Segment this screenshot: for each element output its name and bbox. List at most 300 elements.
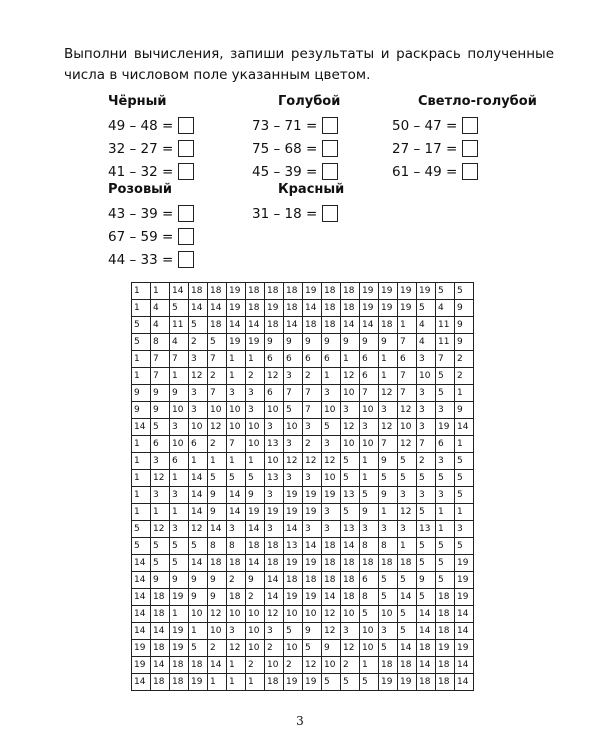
grid-cell[interactable]: 1 <box>227 351 246 368</box>
grid-cell[interactable]: 14 <box>189 555 208 572</box>
grid-cell[interactable]: 3 <box>398 487 417 504</box>
grid-cell[interactable]: 14 <box>455 674 474 691</box>
grid-cell[interactable]: 10 <box>341 606 360 623</box>
answer-box[interactable] <box>178 228 194 245</box>
grid-cell[interactable]: 19 <box>284 674 303 691</box>
grid-cell[interactable]: 18 <box>341 555 360 572</box>
grid-cell[interactable]: 3 <box>189 351 208 368</box>
grid-cell[interactable]: 5 <box>398 453 417 470</box>
grid-cell[interactable]: 6 <box>265 351 284 368</box>
grid-cell[interactable]: 3 <box>303 470 322 487</box>
grid-cell[interactable]: 2 <box>189 334 208 351</box>
grid-cell[interactable]: 10 <box>341 385 360 402</box>
grid-cell[interactable]: 5 <box>417 555 436 572</box>
grid-cell[interactable]: 10 <box>246 606 265 623</box>
grid-cell[interactable]: 18 <box>265 538 284 555</box>
grid-cell[interactable]: 4 <box>170 334 189 351</box>
grid-cell[interactable]: 8 <box>360 589 379 606</box>
grid-cell[interactable]: 19 <box>227 334 246 351</box>
grid-cell[interactable]: 5 <box>398 572 417 589</box>
grid-cell[interactable]: 9 <box>379 334 398 351</box>
grid-cell[interactable]: 19 <box>303 283 322 300</box>
grid-cell[interactable]: 18 <box>322 572 341 589</box>
grid-cell[interactable]: 9 <box>379 453 398 470</box>
grid-cell[interactable]: 19 <box>379 674 398 691</box>
grid-cell[interactable]: 19 <box>398 674 417 691</box>
grid-cell[interactable]: 7 <box>436 351 455 368</box>
grid-cell[interactable]: 19 <box>417 283 436 300</box>
grid-cell[interactable]: 2 <box>455 368 474 385</box>
grid-cell[interactable]: 5 <box>455 453 474 470</box>
grid-cell[interactable]: 7 <box>398 385 417 402</box>
grid-cell[interactable]: 10 <box>265 453 284 470</box>
grid-cell[interactable]: 18 <box>189 283 208 300</box>
grid-cell[interactable]: 14 <box>151 657 170 674</box>
grid-cell[interactable]: 5 <box>189 640 208 657</box>
grid-cell[interactable]: 19 <box>284 504 303 521</box>
grid-cell[interactable]: 1 <box>170 504 189 521</box>
grid-cell[interactable]: 14 <box>341 538 360 555</box>
grid-cell[interactable]: 9 <box>151 402 170 419</box>
grid-cell[interactable]: 9 <box>208 572 227 589</box>
grid-cell[interactable]: 19 <box>360 300 379 317</box>
grid-cell[interactable]: 9 <box>132 385 151 402</box>
grid-cell[interactable]: 9 <box>151 572 170 589</box>
grid-cell[interactable]: 18 <box>322 300 341 317</box>
grid-cell[interactable]: 1 <box>132 351 151 368</box>
grid-cell[interactable]: 5 <box>398 470 417 487</box>
grid-cell[interactable]: 10 <box>417 368 436 385</box>
grid-cell[interactable]: 14 <box>322 589 341 606</box>
grid-cell[interactable]: 1 <box>132 470 151 487</box>
grid-cell[interactable]: 5 <box>303 640 322 657</box>
grid-cell[interactable]: 13 <box>417 521 436 538</box>
grid-cell[interactable]: 18 <box>208 283 227 300</box>
grid-cell[interactable]: 12 <box>265 606 284 623</box>
grid-cell[interactable]: 12 <box>322 453 341 470</box>
answer-box[interactable] <box>178 205 194 222</box>
grid-cell[interactable]: 9 <box>189 589 208 606</box>
grid-cell[interactable]: 1 <box>246 453 265 470</box>
grid-cell[interactable]: 14 <box>132 623 151 640</box>
grid-cell[interactable]: 10 <box>360 640 379 657</box>
grid-cell[interactable]: 19 <box>455 589 474 606</box>
grid-cell[interactable]: 10 <box>208 623 227 640</box>
grid-cell[interactable]: 6 <box>189 436 208 453</box>
answer-box[interactable] <box>462 117 478 134</box>
grid-cell[interactable]: 3 <box>189 385 208 402</box>
grid-cell[interactable]: 18 <box>322 538 341 555</box>
grid-cell[interactable]: 5 <box>379 572 398 589</box>
grid-cell[interactable]: 14 <box>151 623 170 640</box>
grid-cell[interactable]: 12 <box>379 385 398 402</box>
grid-cell[interactable]: 4 <box>436 300 455 317</box>
grid-cell[interactable]: 19 <box>379 283 398 300</box>
grid-cell[interactable]: 14 <box>417 623 436 640</box>
grid-cell[interactable]: 14 <box>265 589 284 606</box>
grid-cell[interactable]: 10 <box>246 640 265 657</box>
grid-cell[interactable]: 7 <box>170 351 189 368</box>
grid-cell[interactable]: 1 <box>322 368 341 385</box>
grid-cell[interactable]: 1 <box>208 674 227 691</box>
answer-box[interactable] <box>178 251 194 268</box>
grid-cell[interactable]: 10 <box>246 623 265 640</box>
grid-cell[interactable]: 1 <box>132 283 151 300</box>
grid-cell[interactable]: 8 <box>360 538 379 555</box>
grid-cell[interactable]: 1 <box>151 504 170 521</box>
grid-cell[interactable]: 12 <box>341 368 360 385</box>
answer-box[interactable] <box>178 117 194 134</box>
grid-cell[interactable]: 10 <box>265 402 284 419</box>
grid-cell[interactable]: 9 <box>417 572 436 589</box>
grid-cell[interactable]: 5 <box>151 419 170 436</box>
grid-cell[interactable]: 3 <box>417 487 436 504</box>
grid-cell[interactable]: 4 <box>417 334 436 351</box>
grid-cell[interactable]: 19 <box>322 487 341 504</box>
grid-cell[interactable]: 14 <box>189 504 208 521</box>
grid-cell[interactable]: 14 <box>132 419 151 436</box>
grid-cell[interactable]: 18 <box>265 317 284 334</box>
grid-cell[interactable]: 18 <box>170 674 189 691</box>
grid-cell[interactable]: 18 <box>303 572 322 589</box>
grid-cell[interactable]: 1 <box>170 470 189 487</box>
grid-cell[interactable]: 9 <box>189 572 208 589</box>
grid-cell[interactable]: 5 <box>170 300 189 317</box>
grid-cell[interactable]: 18 <box>151 640 170 657</box>
grid-cell[interactable]: 18 <box>436 674 455 691</box>
grid-cell[interactable]: 7 <box>360 385 379 402</box>
grid-cell[interactable]: 6 <box>360 351 379 368</box>
grid-cell[interactable]: 1 <box>170 606 189 623</box>
grid-cell[interactable]: 5 <box>341 470 360 487</box>
grid-cell[interactable]: 1 <box>189 453 208 470</box>
grid-cell[interactable]: 14 <box>398 640 417 657</box>
grid-cell[interactable]: 14 <box>189 470 208 487</box>
grid-cell[interactable]: 1 <box>379 351 398 368</box>
grid-cell[interactable]: 3 <box>379 623 398 640</box>
grid-cell[interactable]: 4 <box>151 300 170 317</box>
grid-cell[interactable]: 2 <box>246 589 265 606</box>
grid-cell[interactable]: 19 <box>132 657 151 674</box>
grid-cell[interactable]: 11 <box>170 317 189 334</box>
grid-cell[interactable]: 3 <box>436 487 455 504</box>
grid-cell[interactable]: 14 <box>417 657 436 674</box>
grid-cell[interactable]: 18 <box>398 657 417 674</box>
grid-cell[interactable]: 1 <box>132 300 151 317</box>
grid-cell[interactable]: 9 <box>303 623 322 640</box>
grid-cell[interactable]: 5 <box>189 538 208 555</box>
grid-cell[interactable]: 1 <box>379 504 398 521</box>
grid-cell[interactable]: 18 <box>208 317 227 334</box>
grid-cell[interactable]: 2 <box>303 436 322 453</box>
grid-cell[interactable]: 9 <box>151 385 170 402</box>
grid-cell[interactable]: 1 <box>227 453 246 470</box>
grid-cell[interactable]: 5 <box>341 504 360 521</box>
grid-cell[interactable]: 12 <box>303 657 322 674</box>
grid-cell[interactable]: 5 <box>379 640 398 657</box>
grid-cell[interactable]: 3 <box>170 487 189 504</box>
grid-cell[interactable]: 3 <box>436 402 455 419</box>
grid-cell[interactable]: 6 <box>360 368 379 385</box>
grid-cell[interactable]: 9 <box>360 334 379 351</box>
grid-cell[interactable]: 18 <box>322 283 341 300</box>
grid-cell[interactable]: 19 <box>303 589 322 606</box>
grid-cell[interactable]: 13 <box>341 521 360 538</box>
grid-cell[interactable]: 5 <box>284 402 303 419</box>
grid-cell[interactable]: 3 <box>417 419 436 436</box>
grid-cell[interactable]: 1 <box>436 521 455 538</box>
answer-box[interactable] <box>462 140 478 157</box>
grid-cell[interactable]: 18 <box>379 317 398 334</box>
grid-cell[interactable]: 19 <box>436 419 455 436</box>
grid-cell[interactable]: 8 <box>227 538 246 555</box>
grid-cell[interactable]: 8 <box>379 538 398 555</box>
grid-cell[interactable]: 12 <box>265 368 284 385</box>
grid-cell[interactable]: 5 <box>417 300 436 317</box>
grid-cell[interactable]: 9 <box>455 317 474 334</box>
grid-cell[interactable]: 2 <box>208 436 227 453</box>
grid-cell[interactable]: 12 <box>341 640 360 657</box>
grid-cell[interactable]: 9 <box>455 300 474 317</box>
grid-cell[interactable]: 1 <box>455 504 474 521</box>
grid-cell[interactable]: 18 <box>379 657 398 674</box>
grid-cell[interactable]: 2 <box>341 657 360 674</box>
grid-cell[interactable]: 19 <box>455 572 474 589</box>
grid-cell[interactable]: 3 <box>379 402 398 419</box>
grid-cell[interactable]: 5 <box>360 487 379 504</box>
grid-cell[interactable]: 19 <box>379 300 398 317</box>
grid-cell[interactable]: 10 <box>284 419 303 436</box>
grid-cell[interactable]: 10 <box>398 419 417 436</box>
grid-cell[interactable]: 3 <box>398 521 417 538</box>
grid-cell[interactable]: 12 <box>303 453 322 470</box>
grid-cell[interactable]: 9 <box>322 334 341 351</box>
grid-cell[interactable]: 9 <box>303 334 322 351</box>
grid-cell[interactable]: 19 <box>189 674 208 691</box>
grid-cell[interactable]: 14 <box>303 538 322 555</box>
grid-cell[interactable]: 5 <box>455 538 474 555</box>
grid-cell[interactable]: 9 <box>341 334 360 351</box>
grid-cell[interactable]: 14 <box>417 606 436 623</box>
grid-cell[interactable]: 5 <box>455 487 474 504</box>
grid-cell[interactable]: 5 <box>436 470 455 487</box>
grid-cell[interactable]: 2 <box>246 657 265 674</box>
grid-cell[interactable]: 19 <box>455 640 474 657</box>
grid-cell[interactable]: 19 <box>303 674 322 691</box>
grid-cell[interactable]: 10 <box>360 402 379 419</box>
grid-cell[interactable]: 9 <box>360 504 379 521</box>
grid-cell[interactable]: 9 <box>170 572 189 589</box>
grid-cell[interactable]: 1 <box>398 317 417 334</box>
grid-cell[interactable]: 3 <box>265 419 284 436</box>
grid-cell[interactable]: 19 <box>246 334 265 351</box>
grid-cell[interactable]: 1 <box>227 657 246 674</box>
grid-cell[interactable]: 12 <box>379 419 398 436</box>
grid-cell[interactable]: 11 <box>436 317 455 334</box>
grid-cell[interactable]: 18 <box>265 555 284 572</box>
answer-box[interactable] <box>322 117 338 134</box>
grid-cell[interactable]: 1 <box>379 368 398 385</box>
grid-cell[interactable]: 6 <box>151 436 170 453</box>
grid-cell[interactable]: 18 <box>151 606 170 623</box>
grid-cell[interactable]: 3 <box>246 385 265 402</box>
grid-cell[interactable]: 13 <box>265 470 284 487</box>
grid-cell[interactable]: 5 <box>132 538 151 555</box>
grid-cell[interactable]: 1 <box>246 351 265 368</box>
grid-cell[interactable]: 9 <box>132 402 151 419</box>
grid-cell[interactable]: 19 <box>455 555 474 572</box>
grid-cell[interactable]: 10 <box>360 436 379 453</box>
grid-cell[interactable]: 5 <box>436 572 455 589</box>
grid-cell[interactable]: 18 <box>208 555 227 572</box>
grid-cell[interactable]: 14 <box>132 606 151 623</box>
grid-cell[interactable]: 18 <box>436 657 455 674</box>
grid-cell[interactable]: 5 <box>379 470 398 487</box>
grid-cell[interactable]: 4 <box>417 317 436 334</box>
grid-cell[interactable]: 3 <box>227 623 246 640</box>
grid-cell[interactable]: 18 <box>227 555 246 572</box>
grid-cell[interactable]: 4 <box>151 317 170 334</box>
grid-cell[interactable]: 5 <box>341 674 360 691</box>
grid-cell[interactable]: 14 <box>227 487 246 504</box>
grid-cell[interactable]: 5 <box>436 368 455 385</box>
grid-cell[interactable]: 18 <box>265 283 284 300</box>
grid-cell[interactable]: 3 <box>227 385 246 402</box>
answer-box[interactable] <box>322 140 338 157</box>
grid-cell[interactable]: 1 <box>455 385 474 402</box>
grid-cell[interactable]: 3 <box>170 419 189 436</box>
grid-cell[interactable]: 19 <box>170 623 189 640</box>
grid-cell[interactable]: 5 <box>322 674 341 691</box>
grid-cell[interactable]: 18 <box>379 555 398 572</box>
grid-cell[interactable]: 1 <box>341 351 360 368</box>
grid-cell[interactable]: 3 <box>227 521 246 538</box>
grid-cell[interactable]: 18 <box>436 623 455 640</box>
grid-cell[interactable]: 7 <box>208 385 227 402</box>
grid-cell[interactable]: 12 <box>208 606 227 623</box>
grid-cell[interactable]: 1 <box>189 623 208 640</box>
grid-cell[interactable]: 13 <box>341 487 360 504</box>
grid-cell[interactable]: 7 <box>398 334 417 351</box>
grid-cell[interactable]: 14 <box>208 657 227 674</box>
grid-cell[interactable]: 10 <box>303 606 322 623</box>
grid-cell[interactable]: 12 <box>284 453 303 470</box>
grid-cell[interactable]: 9 <box>246 487 265 504</box>
grid-cell[interactable]: 19 <box>303 555 322 572</box>
grid-cell[interactable]: 12 <box>208 419 227 436</box>
grid-cell[interactable]: 1 <box>132 453 151 470</box>
grid-cell[interactable]: 1 <box>227 368 246 385</box>
grid-cell[interactable]: 3 <box>417 402 436 419</box>
grid-cell[interactable]: 7 <box>208 351 227 368</box>
grid-cell[interactable]: 9 <box>455 402 474 419</box>
grid-cell[interactable]: 3 <box>417 351 436 368</box>
grid-cell[interactable]: 14 <box>246 555 265 572</box>
grid-cell[interactable]: 10 <box>189 419 208 436</box>
grid-cell[interactable]: 18 <box>417 674 436 691</box>
grid-cell[interactable]: 10 <box>189 606 208 623</box>
grid-cell[interactable]: 2 <box>284 657 303 674</box>
grid-cell[interactable]: 19 <box>170 640 189 657</box>
grid-cell[interactable]: 12 <box>189 368 208 385</box>
grid-cell[interactable]: 5 <box>398 623 417 640</box>
grid-cell[interactable]: 5 <box>417 504 436 521</box>
grid-cell[interactable]: 1 <box>132 436 151 453</box>
grid-cell[interactable]: 19 <box>360 283 379 300</box>
grid-cell[interactable]: 19 <box>246 504 265 521</box>
grid-cell[interactable]: 5 <box>208 334 227 351</box>
grid-cell[interactable]: 19 <box>227 283 246 300</box>
grid-cell[interactable]: 9 <box>265 334 284 351</box>
grid-cell[interactable]: 14 <box>132 572 151 589</box>
grid-cell[interactable]: 18 <box>360 555 379 572</box>
grid-cell[interactable]: 14 <box>455 419 474 436</box>
grid-cell[interactable]: 14 <box>189 300 208 317</box>
grid-cell[interactable]: 9 <box>455 334 474 351</box>
grid-cell[interactable]: 7 <box>303 402 322 419</box>
grid-cell[interactable]: 3 <box>265 521 284 538</box>
grid-cell[interactable]: 10 <box>322 470 341 487</box>
grid-cell[interactable]: 12 <box>189 521 208 538</box>
grid-cell[interactable]: 10 <box>360 623 379 640</box>
grid-cell[interactable]: 14 <box>341 317 360 334</box>
grid-cell[interactable]: 1 <box>436 504 455 521</box>
grid-cell[interactable]: 5 <box>417 470 436 487</box>
grid-cell[interactable]: 3 <box>322 504 341 521</box>
grid-cell[interactable]: 5 <box>170 538 189 555</box>
grid-cell[interactable]: 10 <box>246 436 265 453</box>
grid-cell[interactable]: 14 <box>455 623 474 640</box>
grid-cell[interactable]: 12 <box>398 436 417 453</box>
grid-cell[interactable]: 9 <box>208 589 227 606</box>
grid-cell[interactable]: 7 <box>303 385 322 402</box>
grid-cell[interactable]: 3 <box>284 436 303 453</box>
grid-cell[interactable]: 5 <box>170 555 189 572</box>
grid-cell[interactable]: 5 <box>132 334 151 351</box>
grid-cell[interactable]: 14 <box>360 317 379 334</box>
grid-cell[interactable]: 1 <box>360 453 379 470</box>
grid-cell[interactable]: 3 <box>246 402 265 419</box>
grid-cell[interactable]: 18 <box>189 657 208 674</box>
grid-cell[interactable]: 18 <box>417 640 436 657</box>
grid-cell[interactable]: 10 <box>379 606 398 623</box>
grid-cell[interactable]: 5 <box>151 555 170 572</box>
grid-cell[interactable]: 8 <box>151 334 170 351</box>
grid-cell[interactable]: 10 <box>208 402 227 419</box>
answer-box[interactable] <box>178 163 194 180</box>
grid-cell[interactable]: 14 <box>303 300 322 317</box>
grid-cell[interactable]: 5 <box>417 538 436 555</box>
grid-cell[interactable]: 7 <box>417 436 436 453</box>
grid-cell[interactable]: 2 <box>227 572 246 589</box>
grid-cell[interactable]: 3 <box>265 487 284 504</box>
grid-cell[interactable]: 13 <box>265 436 284 453</box>
grid-cell[interactable]: 18 <box>284 283 303 300</box>
grid-cell[interactable]: 1 <box>132 504 151 521</box>
grid-cell[interactable]: 18 <box>170 657 189 674</box>
grid-cell[interactable]: 18 <box>246 300 265 317</box>
grid-cell[interactable]: 19 <box>436 640 455 657</box>
grid-cell[interactable]: 6 <box>265 385 284 402</box>
grid-cell[interactable]: 1 <box>360 470 379 487</box>
grid-cell[interactable]: 19 <box>132 640 151 657</box>
grid-cell[interactable]: 5 <box>151 538 170 555</box>
grid-cell[interactable]: 14 <box>132 589 151 606</box>
grid-cell[interactable]: 3 <box>341 402 360 419</box>
grid-cell[interactable]: 7 <box>284 385 303 402</box>
grid-cell[interactable]: 6 <box>322 351 341 368</box>
grid-cell[interactable]: 19 <box>170 589 189 606</box>
